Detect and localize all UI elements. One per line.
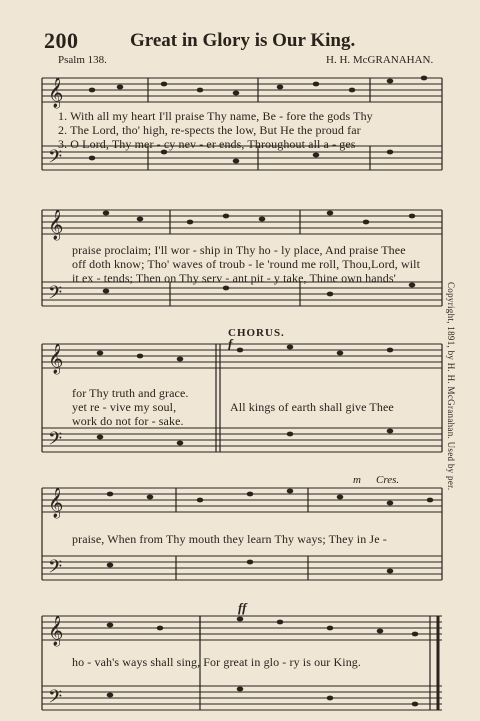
bass-clef-icon: 𝄢	[48, 687, 63, 712]
composer-credit: H. H. McGRANAHAN.	[326, 54, 434, 66]
lyric-line-chorus: ho - vah's ways shall sing, For great in glo - ry is our King.	[72, 655, 361, 669]
fortissimo-icon: ff	[238, 600, 247, 615]
lyric-line-chorus: praise, When from Thy mouth they learn Thy ways; They in Je -	[72, 532, 387, 546]
dynamic-marking-m: m	[353, 474, 361, 486]
lyric-line-verse-3: 3. O Lord, Thy mer - cy nev - er ends, Throughout all a - ges	[58, 137, 356, 151]
lyric-line-verse-2: yet re - vive my soul,	[72, 400, 177, 414]
treble-clef-icon: 𝄞	[48, 616, 64, 646]
lyric-line-verse-3: it ex - tends; Then on Thy serv - ant pit - y take, Thine own hands'	[72, 271, 396, 285]
treble-clef-icon: 𝄞	[48, 344, 64, 374]
chorus-label: CHORUS.	[228, 327, 285, 339]
treble-clef-icon: 𝄞	[48, 488, 64, 518]
treble-clef-icon: 𝄞	[48, 78, 64, 108]
lyric-line-chorus: All kings of earth shall give Thee	[230, 400, 394, 414]
bass-clef-icon: 𝄢	[48, 147, 63, 172]
bass-clef-icon: 𝄢	[48, 429, 63, 454]
lyric-line-verse-2: 2. The Lord, tho' high, re-spects the low, But He the proud far	[58, 123, 361, 137]
scripture-reference: Psalm 138.	[58, 54, 107, 66]
forte-icon: f	[228, 336, 233, 351]
lyric-line-verse-2: off doth know; Tho' waves of troub - le 'round me roll, Thou,Lord, wilt	[72, 257, 421, 271]
hymn-number: 200	[44, 28, 79, 53]
bass-clef-icon: 𝄢	[48, 283, 63, 308]
lyric-line-verse-3: work do not for - sake.	[72, 414, 184, 428]
copyright-notice: Copyright, 1891, by H. H. McGranahan. Used by per.	[446, 282, 456, 491]
lyric-line-verse-1: praise proclaim; I'll wor - ship in Thy ho - ly place, And praise Thee	[72, 243, 406, 257]
treble-clef-icon: 𝄞	[48, 210, 64, 240]
lyric-line-verse-1: for Thy truth and grace.	[72, 386, 189, 400]
lyric-line-verse-1: 1. With all my heart I'll praise Thy name, Be - fore the gods Thy	[58, 109, 373, 123]
crescendo-marking: Cres.	[376, 474, 400, 486]
bass-clef-icon: 𝄢	[48, 557, 63, 582]
treble-staff	[42, 78, 442, 102]
hymn-title: Great in Glory is Our King.	[130, 30, 356, 51]
